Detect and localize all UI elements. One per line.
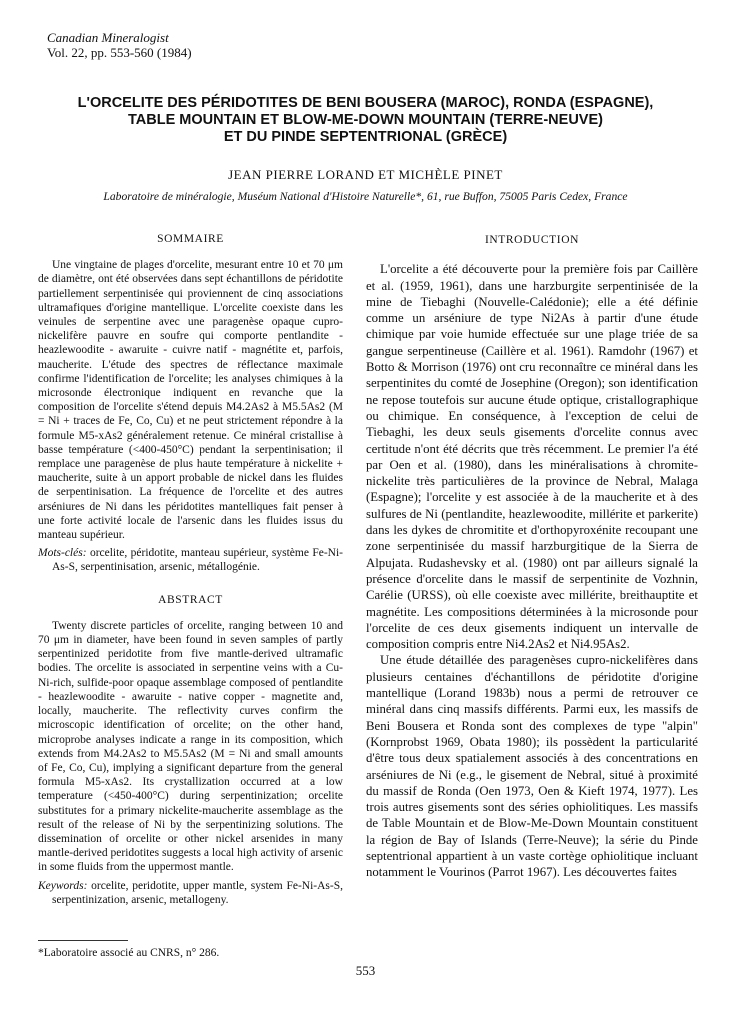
title-line-3: ET DU PINDE SEPTENTRIONAL (GRÈCE) <box>223 129 508 145</box>
page-number: 553 <box>355 963 376 978</box>
introduction-heading: INTRODUCTION <box>484 234 580 246</box>
sommaire-keywords-text: orcelite, péridotite, manteau supérieur, système Fe-Ni-As-S, serpentinisation, arsenic, métallogénie. <box>52 547 343 574</box>
left-column <box>38 232 343 907</box>
footnote-rule <box>38 940 128 941</box>
sommaire-keywords-label: Mots-clés: <box>38 547 87 560</box>
journal-header <box>47 30 192 60</box>
affiliation: Laboratoire de minéralogie, Muséum National d'Histoire Naturelle*, 61, rue Buffon, 75005 Paris Cedex, France <box>103 190 628 203</box>
introduction-paragraph-1: L'orcelite a été découverte pour la première fois par Caillère et al. (1959, 1961), dans une harzburgite serpentinisée de la mine de Tiebaghi (Nouvelle-Calédonie); elle a été définie comme un arséniure de type Ni2As à partir d'une étude chimique par voie humide effectuée sur une plage triée de sa gangue serpentineuse (Caillère et al. 1961). Ramdohr (1967) et Botto & Morrison (1976) ont cru reconnaître ce minéral dans les serpentinites du comté de Josephine (Oregon); son identification ne repose toutefois sur aucune étude optique, cristallographique ou chimique. En conséquence, à l'exception de celui de Tiebaghi, les deux seuls gisements d'orcelite connus avec certitude n'ont été décrits que très récemment. Le premier l'a été par Oen et al. (1980), dans les minéralisations à chromite-nickelite très particulières de la province de Nebral, Malaga (Espagne); l'orcelite y est associée à de la maucherite et à des sulfures de Ni (pentlandite, heazlewoodite, millérite et parkerite) dans les dykes de chromitite et d'orthopyroxénite recoupant une zone serpentinisée du massif harzburgitique de la Sierra de Alpujata. Rudashevsky et al. (1980) ont par ailleurs signalé la présence d'orcelite dans le massif de serpentinite de Vozhnin, Carélie (URSS), où elle coexiste avec millérite, breithauptite et magnétite. Les compositions déterminées à la microsonde pour l'orcelite de ces deux gisements indiquent un intervalle de composition compris entre Ni4.2As2 et Ni4.95As2. <box>366 262 698 652</box>
abstract-heading: ABSTRACT <box>158 593 223 606</box>
abstract-text: Twenty discrete particles of orcelite, ranging between 10 and 70 μm in diameter, have been found in seven samples of partly serpentinized peridotite from five mantle-derived ultramafic bodies. The orcelite is associated in serpentine veins with a Cu-Ni-rich, sulfide-poor opaque assemblage composed of pentlandite - heazlewoodite - awaruite - native copper - magnetite and, locally, maucherite. The reflectivity curves confirm the microscopic identification of orcelite; on the other hand, microprobe analyses indicate a range in its composition, which extends from M4.2As2 to M5.5As2 (M = Ni and small amounts of Fe, Co, Cu), implying a significant departure from the general formula M5-xAs2. Its crystallization occurred at a low temperature (<450-400°C) during serpentinization; orcelite substitutes for a primary nickelite-maucherite assemblage as the result of the release of Ni by the serpentinizing solutions. The dissemination of orcelite or other nickel arsenides in many mantle-derived peridotites suggests a local high activity of arsenic in some fluids from the uppermost mantle. <box>38 619 343 874</box>
abstract-keywords <box>38 879 343 907</box>
right-column <box>366 232 698 881</box>
footnote: *Laboratoire associé au CNRS, n° 286. <box>38 947 220 959</box>
journal-name: Canadian Mineralogist <box>47 30 169 45</box>
sommaire-heading: SOMMAIRE <box>157 233 224 245</box>
abstract-keywords-text: orcelite, peridotite, upper mantle, system Fe-Ni-As-S, serpentinization, arsenic, metallogeny. <box>52 879 344 906</box>
sommaire-keywords <box>38 546 343 574</box>
abstract-keywords-label: Keywords: <box>38 879 88 892</box>
journal-volume: Vol. 22, pp. 553-560 (1984) <box>47 45 192 60</box>
article-title <box>30 95 701 146</box>
authors: JEAN PIERRE LORAND ET MICHÈLE PINET <box>228 167 503 182</box>
title-line-1: L'ORCELITE DES PÉRIDOTITES DE BENI BOUSERA (MAROC), RONDA (ESPAGNE), <box>77 95 654 111</box>
introduction-paragraph-2: Une étude détaillée des paragenèses cupro-nickelifères dans plusieurs centaines d'échantillons de péridotite d'origine mantellique (Lorand 1983b) nous a permi de retrouver ce minéral dans cinq massifs différents. Parmi eux, les massifs de Beni Bousera et Ronda sont des complexes de type "alpin" (Kornprobst 1969, Obata 1980); ils possèdent la particularité d'être tous deux spatialement associés à des concentrations en arséniures de Ni (e.g., le gisement de Nebral, situé à proximité du massif de Ronda (Oen 1973, Oen & Kieft 1974, 1977). Les trois autres gisements sont des séries ophiolitiques. Les massifs de Table Mountain et de Blow-Me-Down Mountain constituent la région de Bay of Islands (Terre-Neuve); la série du Pinde septentrional appartient à un vaste cortège ophiolitique incluant notamment le Vourinos (Parrot 1967). Les découvertes faites <box>366 653 698 880</box>
sommaire-text: Une vingtaine de plages d'orcelite, mesurant entre 10 et 70 μm de diamètre, ont été observées dans sept échantillons de péridotite partiellement serpentinisée qui proviennent de cinq associations ultramafiques d'origine mantellique. L'orcelite coexiste dans les veinules de serpentine avec une paragenèse opaque cupro-nickelifère pauvre en soufre qui comporte pentlandite - heazlewoodite - awaruite - cuivre natif - magnétite et, parfois, maucherite. L'étude des spectres de réflectance maximale confirme l'identification de l'orcelite; les analyses chimiques à la microsonde électronique indiquent en revanche que la composition de l'orcelite s'étend depuis M4.2As2 à M5.5As2 (M = Ni + traces de Fe, Co, Cu) et ne peut strictement répondre à la formule M5-xAs2 généralement retenue. Ce minéral cristallise à basse température (<400-450°C) pendant la serpentinisation; il remplace une paragenèse de plus haute température à nickelite + maucherite, suite à un apport probable de nickel dans les fluides de serpentinisation. La fréquence de l'orcelite et des autres arséniures de Ni dans les péridotites mantelliques fait penser à une forte activité locale de l'arsenic dans les fluides issus du manteau supérieur. <box>38 259 343 542</box>
title-line-2: TABLE MOUNTAIN ET BLOW-ME-DOWN MOUNTAIN (TERRE-NEUVE) <box>128 112 603 128</box>
